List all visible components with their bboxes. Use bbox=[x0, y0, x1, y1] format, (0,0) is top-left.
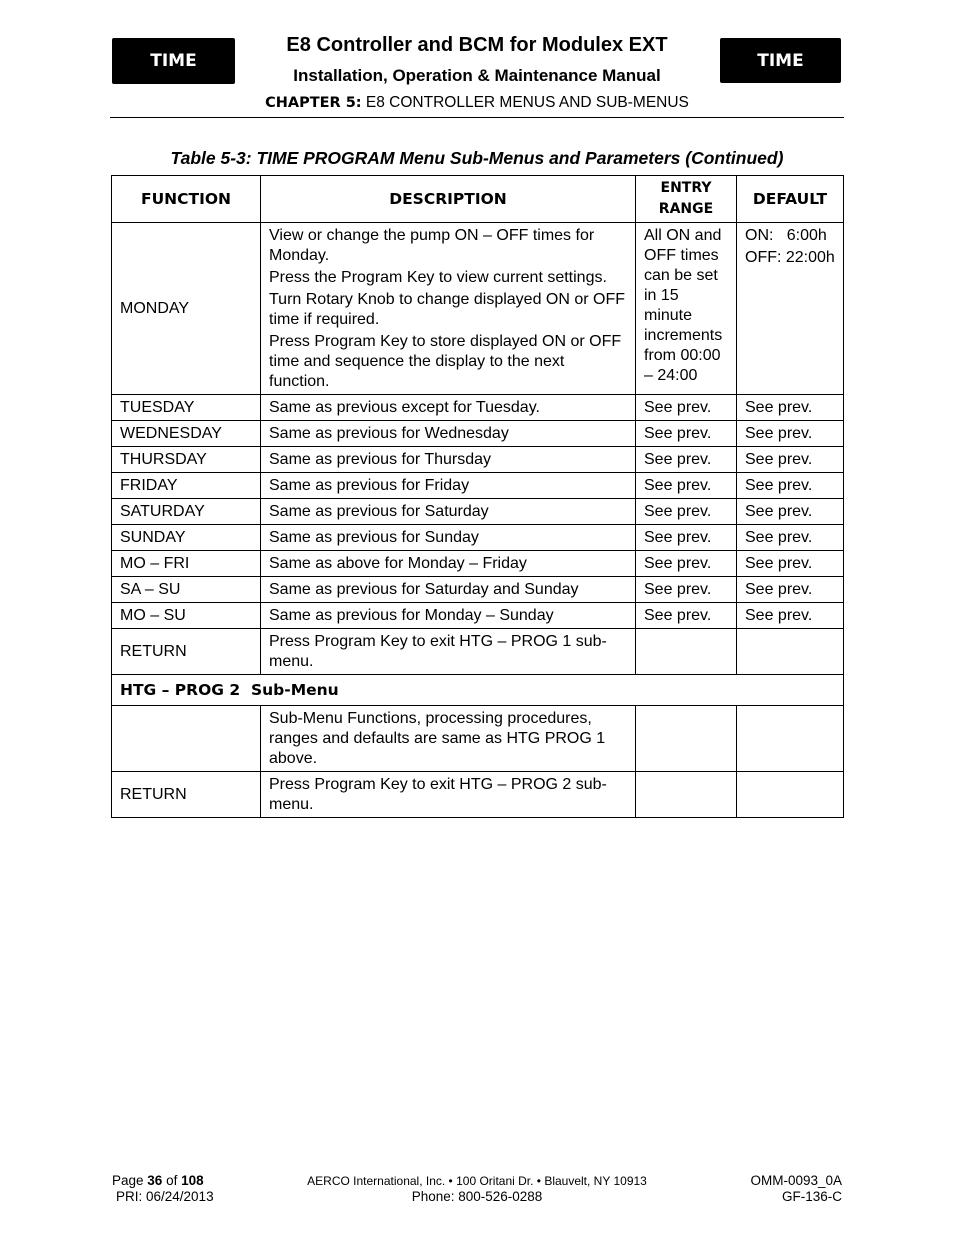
document-title: E8 Controller and BCM for Modulex EXT bbox=[286, 34, 668, 56]
cell-function: RETURN bbox=[112, 629, 261, 675]
header-function: FUNCTION bbox=[112, 176, 261, 223]
header-entry-range bbox=[636, 176, 737, 223]
cell-range: See prev. bbox=[636, 551, 737, 577]
cell-description: Same as previous for Sunday bbox=[261, 525, 636, 551]
footer-doc-info bbox=[750, 1173, 842, 1205]
cell-function: THURSDAY bbox=[112, 447, 261, 473]
header-description: DESCRIPTION bbox=[261, 176, 636, 223]
cell-function: MO – SU bbox=[112, 603, 261, 629]
table-row bbox=[112, 473, 844, 499]
cell-function-empty bbox=[112, 706, 261, 772]
cell-range: All ON and OFF times can be set in 15 minute increments from 00:00 – 24:00 bbox=[636, 223, 737, 395]
table-header-row bbox=[112, 176, 844, 223]
document-number: OMM-0093_0A bbox=[750, 1173, 842, 1188]
cell-default: See prev. bbox=[737, 473, 844, 499]
cell-function: WEDNESDAY bbox=[112, 421, 261, 447]
header-default: DEFAULT bbox=[737, 176, 844, 223]
cell-range: See prev. bbox=[636, 395, 737, 421]
chapter-text: E8 CONTROLLER MENUS AND SUB-MENUS bbox=[365, 94, 689, 111]
cell-function: SUNDAY bbox=[112, 525, 261, 551]
cell-description: Press Program Key to exit HTG – PROG 1 sub-menu. bbox=[261, 629, 636, 675]
time-program-table bbox=[111, 175, 844, 818]
table-row bbox=[112, 499, 844, 525]
header-entry-line1: ENTRY bbox=[660, 180, 712, 196]
table-row bbox=[112, 421, 844, 447]
cell-default bbox=[737, 223, 844, 395]
cell-range-empty bbox=[636, 772, 737, 818]
table-row-return-prog2 bbox=[112, 772, 844, 818]
cell-description: Sub-Menu Functions, processing procedures, ranges and defaults are same as HTG PROG 1 above. bbox=[261, 706, 636, 772]
cell-function: SA – SU bbox=[112, 577, 261, 603]
cell-function: RETURN bbox=[112, 772, 261, 818]
default-off: OFF: 22:00h bbox=[745, 249, 835, 266]
cell-default: See prev. bbox=[737, 525, 844, 551]
cell-range: See prev. bbox=[636, 421, 737, 447]
company-address: AERCO International, Inc. • 100 Oritani Dr. • Blauvelt, NY 10913 bbox=[307, 1174, 647, 1188]
cell-range-empty bbox=[636, 629, 737, 675]
table-row-return-prog1 bbox=[112, 629, 844, 675]
cell-description: Same as previous for Monday – Sunday bbox=[261, 603, 636, 629]
cell-function: FRIDAY bbox=[112, 473, 261, 499]
cell-function: MONDAY bbox=[112, 223, 261, 395]
cell-range: See prev. bbox=[636, 499, 737, 525]
cell-default-empty bbox=[737, 706, 844, 772]
description-line: View or change the pump ON – OFF times for Monday. bbox=[269, 227, 595, 264]
page-of: of bbox=[162, 1173, 182, 1188]
chapter-heading bbox=[0, 94, 954, 112]
form-number: GF-136-C bbox=[781, 1189, 842, 1204]
cell-default: See prev. bbox=[737, 499, 844, 525]
table-row bbox=[112, 525, 844, 551]
header-entry-line2: RANGE bbox=[658, 201, 714, 217]
page-prefix: Page bbox=[112, 1173, 148, 1188]
table-row bbox=[112, 603, 844, 629]
cell-default: See prev. bbox=[737, 577, 844, 603]
cell-default: See prev. bbox=[737, 395, 844, 421]
company-phone: Phone: 800-526-0288 bbox=[411, 1189, 543, 1204]
cell-function: MO – FRI bbox=[112, 551, 261, 577]
section-heading: HTG – PROG 2 Sub-Menu bbox=[112, 675, 844, 706]
cell-default: See prev. bbox=[737, 447, 844, 473]
cell-default: See prev. bbox=[737, 421, 844, 447]
section-row-htg-prog2 bbox=[112, 675, 844, 706]
time-badge-right: TIME bbox=[720, 38, 841, 83]
table-row-submenu-note bbox=[112, 706, 844, 772]
cell-range: See prev. bbox=[636, 603, 737, 629]
cell-range: See prev. bbox=[636, 473, 737, 499]
cell-default-empty bbox=[737, 772, 844, 818]
cell-function: SATURDAY bbox=[112, 499, 261, 525]
cell-description: Same as previous for Thursday bbox=[261, 447, 636, 473]
cell-description: Same as previous for Saturday bbox=[261, 499, 636, 525]
table-row bbox=[112, 395, 844, 421]
table-row bbox=[112, 551, 844, 577]
cell-range-empty bbox=[636, 706, 737, 772]
cell-description: Same as previous for Wednesday bbox=[261, 421, 636, 447]
description-line: Turn Rotary Knob to change displayed ON or OFF time if required. bbox=[269, 291, 626, 328]
cell-default-empty bbox=[737, 629, 844, 675]
table-row-monday bbox=[112, 223, 844, 395]
cell-description: Press Program Key to exit HTG – PROG 2 sub-menu. bbox=[261, 772, 636, 818]
cell-default: See prev. bbox=[737, 551, 844, 577]
time-badge-left: TIME bbox=[112, 38, 235, 84]
table-row bbox=[112, 577, 844, 603]
table-caption: Table 5-3: TIME PROGRAM Menu Sub-Menus and Parameters (Continued) bbox=[170, 148, 784, 168]
cell-description: Same as previous for Friday bbox=[261, 473, 636, 499]
page-total: 108 bbox=[181, 1173, 204, 1188]
header-divider bbox=[110, 117, 844, 118]
cell-description: Same as previous for Saturday and Sunday bbox=[261, 577, 636, 603]
cell-default: See prev. bbox=[737, 603, 844, 629]
cell-description bbox=[261, 223, 636, 395]
cell-function: TUESDAY bbox=[112, 395, 261, 421]
cell-description: Same as previous except for Tuesday. bbox=[261, 395, 636, 421]
default-on: ON: 6:00h bbox=[745, 227, 827, 244]
document-subtitle: Installation, Operation & Maintenance Manual bbox=[293, 66, 661, 85]
description-line: Press Program Key to store displayed ON or OFF time and sequence the display to the next function. bbox=[269, 333, 622, 390]
cell-range: See prev. bbox=[636, 577, 737, 603]
cell-description: Same as above for Monday – Friday bbox=[261, 551, 636, 577]
page-number: 36 bbox=[147, 1173, 163, 1188]
cell-range: See prev. bbox=[636, 447, 737, 473]
pri-date: PRI: 06/24/2013 bbox=[116, 1189, 214, 1204]
cell-range: See prev. bbox=[636, 525, 737, 551]
chapter-label: CHAPTER 5: bbox=[265, 95, 362, 111]
table-row bbox=[112, 447, 844, 473]
description-line: Press the Program Key to view current settings. bbox=[269, 269, 607, 286]
